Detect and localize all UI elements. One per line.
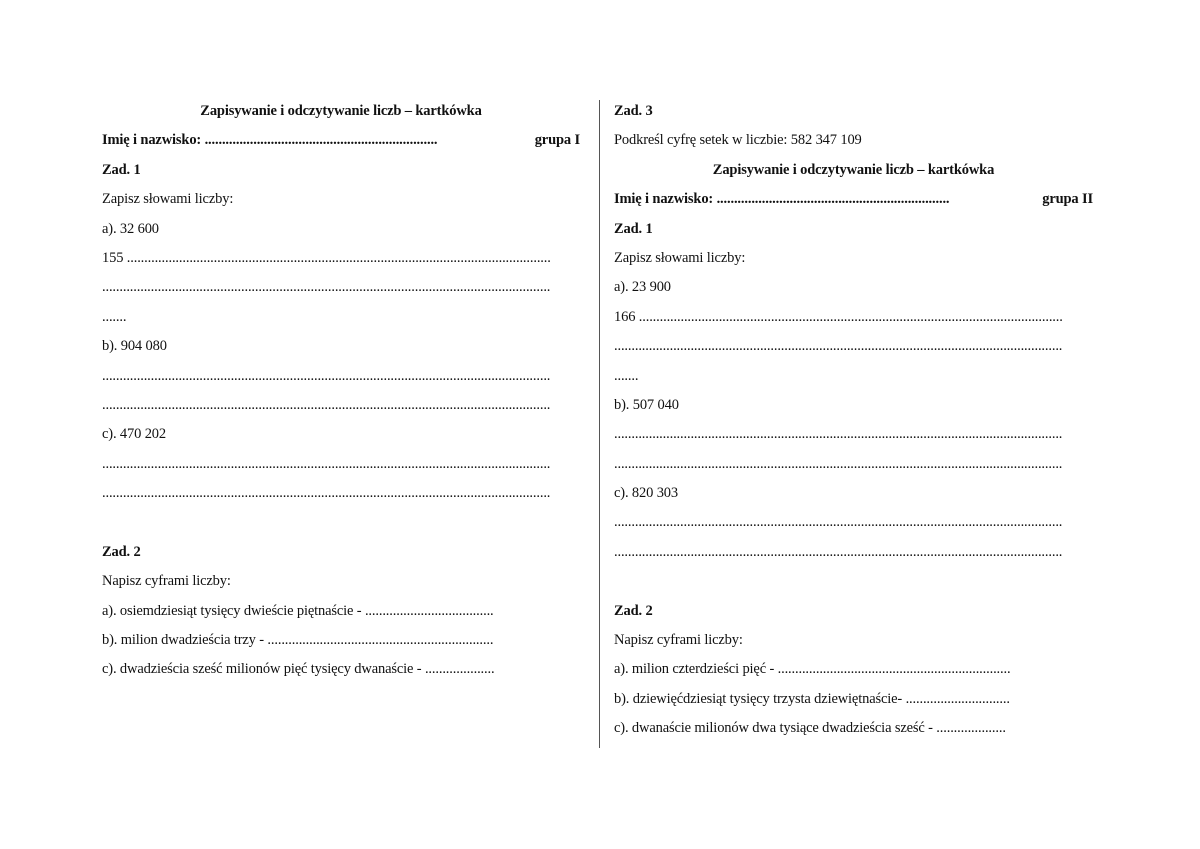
left-task2-c: c). dwadzieścia sześć milionów pięć tysięcy dwanaście - ....................: [102, 661, 495, 678]
left-task1-a-label: a). 32 600: [102, 220, 159, 237]
right-task1-a-answer-line-2: .................................................................................................................................: [614, 338, 1063, 355]
right-task2-a: a). milion czterdzieści pięć - ...................................................................: [614, 661, 1011, 678]
left-task1-a-answer-line-2: .................................................................................................................................: [102, 279, 551, 296]
right-title: Zapisywanie i odczytywanie liczb – kartkówka: [712, 161, 995, 178]
left-task1-c-label: c). 470 202: [102, 426, 166, 443]
left-task1-c-answer-line-1: .................................................................................................................................: [102, 455, 551, 472]
left-group-label: grupa I: [534, 132, 580, 149]
right-task2-instruction: Napisz cyframi liczby:: [614, 632, 743, 649]
left-column-group-1: [102, 97, 580, 685]
column-divider: [599, 100, 600, 748]
left-task1-b-answer-line-2: .................................................................................................................................: [102, 396, 551, 413]
left-task1-b-label: b). 904 080: [102, 338, 167, 355]
right-name-label: Imię i nazwisko: ...................................................................: [614, 191, 950, 208]
right-task1-instruction: Zapisz słowami liczby:: [614, 249, 746, 266]
right-task3-heading: Zad. 3: [614, 103, 653, 119]
left-task1-a-answer-line-1: 155 ..........................................................................................................................: [102, 249, 551, 266]
left-task1-a-answer-line-3: .......: [102, 308, 127, 325]
right-task2-heading: Zad. 2: [614, 602, 653, 619]
right-task1-c-label: c). 820 303: [614, 485, 678, 502]
right-task1-b-answer-line-2: .................................................................................................................................: [614, 455, 1063, 472]
right-spacer: [614, 567, 1093, 596]
left-task2-a: a). osiemdziesiąt tysięcy dwieście piętnaście - .....................................: [102, 602, 494, 619]
left-task1-instruction: Zapisz słowami liczby:: [102, 191, 234, 208]
left-title: Zapisywanie i odczytywanie liczb – kartkówka: [200, 103, 482, 119]
left-task1-c-answer-line-2: .................................................................................................................................: [102, 485, 551, 502]
left-spacer: [102, 508, 580, 537]
right-task1-b-answer-line-1: .................................................................................................................................: [614, 426, 1063, 443]
left-task2-heading: Zad. 2: [102, 543, 141, 560]
right-task3-instruction: Podkreśl cyfrę setek w liczbie: 582 347 109: [614, 132, 862, 149]
right-task1-a-answer-line-3: .......: [614, 367, 639, 384]
right-name-row: [614, 185, 1093, 214]
right-group-label: grupa II: [1042, 191, 1093, 208]
right-task2-b: b). dziewięćdziesiąt tysięcy trzysta dziewiętnaście- ..............................: [614, 690, 1010, 707]
left-name-label: Imię i nazwisko: ...................................................................: [102, 132, 438, 149]
right-task1-b-label: b). 507 040: [614, 396, 679, 413]
left-task1-heading: Zad. 1: [102, 161, 141, 178]
left-task2-b: b). milion dwadzieścia trzy - .................................................................: [102, 632, 494, 649]
right-task1-c-answer-line-2: .................................................................................................................................: [614, 543, 1063, 560]
left-task1-b-answer-line-1: .................................................................................................................................: [102, 367, 551, 384]
left-task2-instruction: Napisz cyframi liczby:: [102, 573, 231, 590]
right-task1-c-answer-line-1: .................................................................................................................................: [614, 514, 1063, 531]
left-name-row: [102, 126, 580, 155]
right-task1-a-label: a). 23 900: [614, 279, 671, 296]
right-task2-c: c). dwanaście milionów dwa tysiące dwadzieścia sześć - ....................: [614, 720, 1006, 737]
right-column-group-2: [614, 97, 1093, 744]
right-task1-a-answer-line-1: 166 ..........................................................................................................................: [614, 308, 1063, 325]
right-task1-heading: Zad. 1: [614, 220, 653, 237]
